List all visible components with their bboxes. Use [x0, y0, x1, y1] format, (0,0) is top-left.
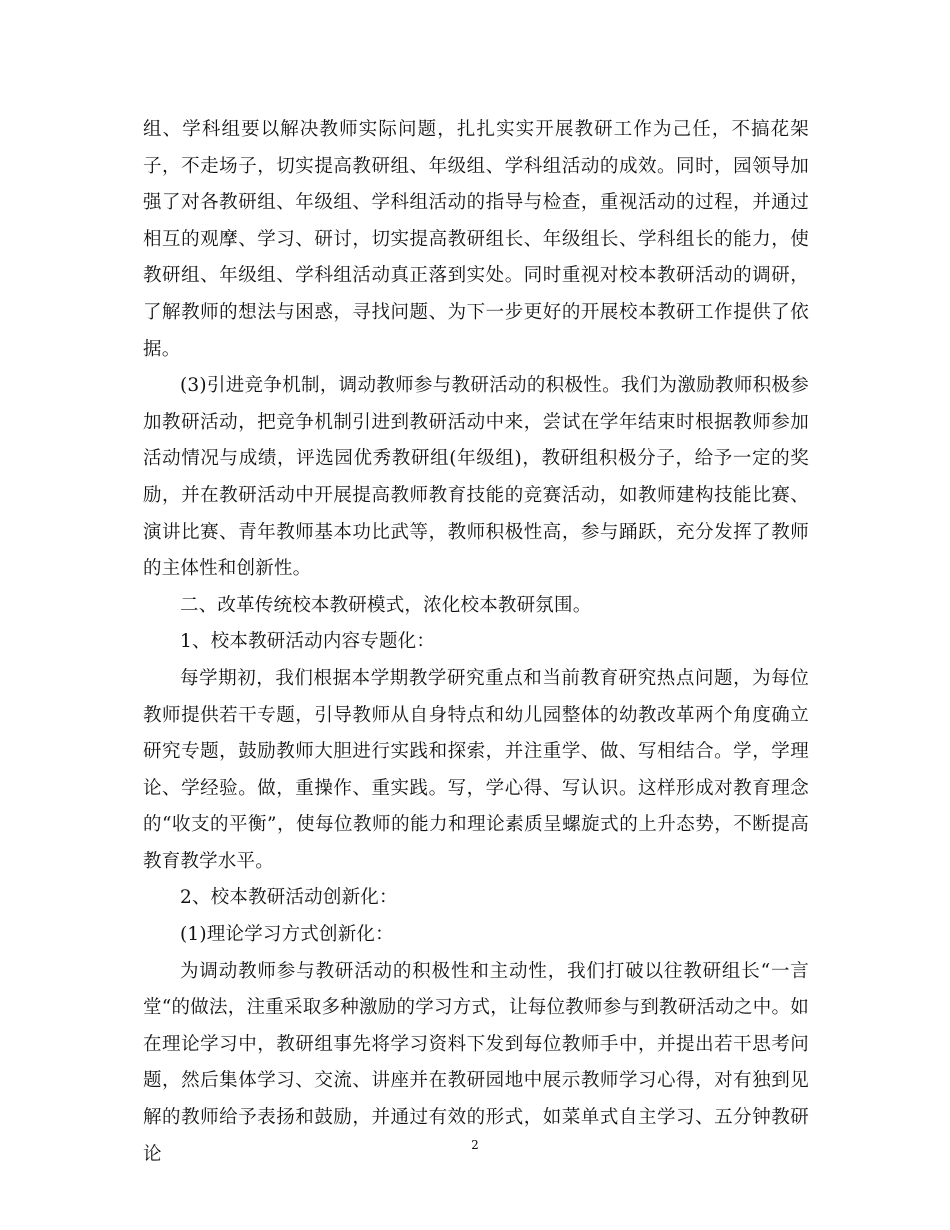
document-body	[143, 112, 809, 1173]
subsection-heading-1: 1、校本教研活动内容专题化：	[180, 631, 436, 653]
section-heading-2: 二、改革传统校本教研模式，浓化校本教研氛围。	[180, 594, 592, 616]
paragraph-1: 组、学科组要以解决教师实际问题，扎扎实实开展教研工作为己任，不搞花架子，不走场子，切实提高教研组、年级组、学科组活动的成效。同时，园领导加强了对各教研组、年级组、学科组活动的指导与检查，重视活动的过程，并通过相互的观摩、学习、研讨，切实提高教研组长、年级组长、学科组长的能力，使教研组、年级组、学科组活动真正落到实处。同时重视对校本教研活动的调研，了解教师的想法与困惑，寻找问题、为下一步更好的开展校本教研工作提供了依据。	[143, 119, 809, 360]
paragraph-3: 每学期初，我们根据本学期教学研究重点和当前教育研究热点问题，为每位教师提供若干专题，引导教师从自身特点和幼儿园整体的幼教改革两个角度确立研究专题，鼓励教师大胆进行实践和探索，并注重学、做、写相结合。学，学理论、学经验。做，重操作、重实践。写，学心得、写认识。这样形成对教育理念的“收支的平衡”，使每位教师的能力和理论素质呈螺旋式的上升态势，不断提高教育教学水平。	[143, 667, 809, 872]
paragraph-2: (3)引进竞争机制，调动教师参与教研活动的积极性。我们为激励教师积极参加教研活动，把竞争机制引进到教研活动中来，尝试在学年结束时根据教师参加活动情况与成绩，评选园优秀教研组(年级组)，教研组积极分子，给予一定的奖励，并在教研活动中开展提高教师教育技能的竞赛活动，如教师建构技能比赛、演讲比赛、青年教师基本功比武等，教师积极性高，参与踊跃，充分发挥了教师的主体性和创新性。	[143, 375, 809, 580]
subsection-heading-2-1: (1)理论学习方式创新化：	[180, 924, 394, 946]
subsection-heading-2: 2、校本教研活动创新化：	[180, 887, 398, 909]
paragraph-4: 为调动教师参与教研活动的积极性和主动性，我们打破以往教研组长“一言堂“的做法，注重采取多种激励的学习方式，让每位教师参与到教研活动之中。如在理论学习中，教研组事先将学习资料下发到每位教师手中，并提出若干思考问题，然后集体学习、交流、讲座并在教研园地中展示教师学习心得，对有独到见解的教师给予表扬和鼓励，并通过有效的形式，如菜单式自主学习、五分钟教研论	[143, 960, 809, 1165]
page-number: 2	[471, 1138, 479, 1152]
